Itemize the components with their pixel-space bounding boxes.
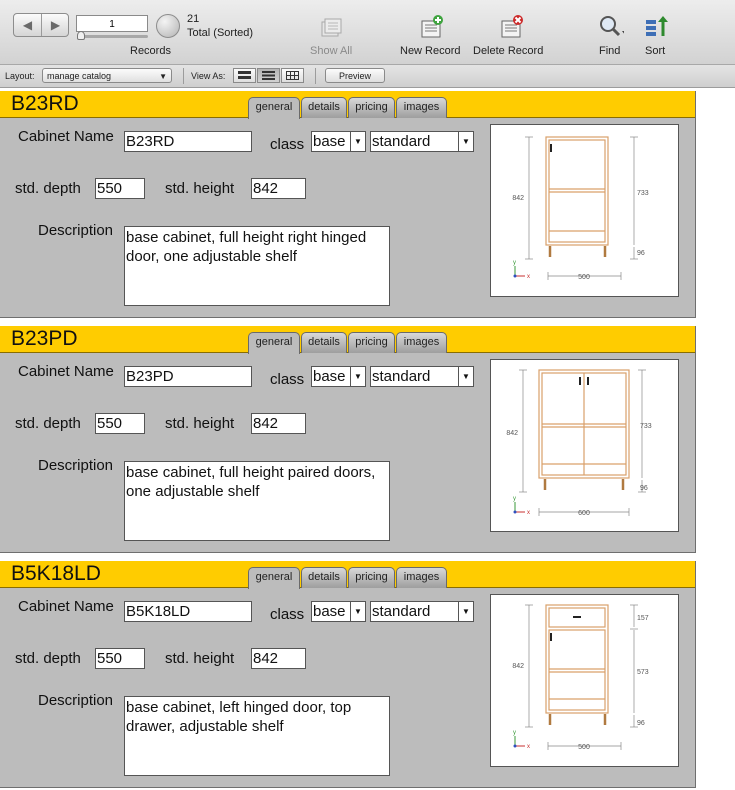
axis-icon xyxy=(513,496,530,516)
description-label: Description xyxy=(38,457,114,474)
view-as-list-button[interactable] xyxy=(257,68,280,83)
type-value: standard xyxy=(372,133,431,150)
body-dimension: 733 xyxy=(640,423,652,430)
cabinet-elevation-drawing xyxy=(491,360,678,531)
svg-text:x: x xyxy=(527,744,530,750)
record-code: B23PD xyxy=(11,327,78,350)
chevron-down-icon: ▼ xyxy=(458,602,473,621)
chevron-down-icon: ▼ xyxy=(350,132,365,151)
tab-details[interactable]: details xyxy=(301,97,347,118)
leg-dimension: 96 xyxy=(640,485,648,492)
class-value: base xyxy=(313,133,346,150)
class-dropdown[interactable] xyxy=(311,601,366,622)
axis-icon xyxy=(513,730,530,750)
cabinet-drawing xyxy=(490,124,679,297)
svg-text:y: y xyxy=(513,730,516,736)
previous-record-button[interactable]: ◀ xyxy=(14,14,42,36)
chevron-down-icon: ▼ xyxy=(350,602,365,621)
height-dimension: 842 xyxy=(512,663,524,670)
record-header xyxy=(0,326,695,353)
std-height-label: std. height xyxy=(165,650,235,667)
record-slider-knob[interactable] xyxy=(77,31,85,40)
delete-record-label: Delete Record xyxy=(473,45,544,57)
record-header xyxy=(0,561,695,588)
tab-images[interactable]: images xyxy=(396,332,447,353)
std-height-field[interactable]: 842 xyxy=(251,648,306,669)
total-sorted-label: Total (Sorted) xyxy=(187,27,254,39)
tab-details[interactable]: details xyxy=(301,567,347,588)
svg-text:y: y xyxy=(513,496,516,502)
record-code: B5K18LD xyxy=(11,562,101,585)
std-height-field[interactable]: 842 xyxy=(251,178,306,199)
top-dimension: 157 xyxy=(637,615,649,622)
tab-pricing[interactable]: pricing xyxy=(348,567,395,588)
std-depth-label: std. depth xyxy=(15,180,81,197)
status-toolbar xyxy=(0,0,735,65)
layout-label: Layout: xyxy=(5,71,35,81)
body-dimension: 733 xyxy=(637,190,649,197)
sort-icon xyxy=(644,14,670,40)
delete-record-icon xyxy=(499,14,525,40)
tab-general[interactable]: general xyxy=(248,567,300,589)
cabinet-elevation-drawing xyxy=(491,125,678,296)
chevron-down-icon: ▼ xyxy=(458,367,473,386)
layout-select[interactable] xyxy=(42,68,172,83)
divider xyxy=(183,68,184,84)
std-height-field[interactable]: 842 xyxy=(251,413,306,434)
records-label: Records xyxy=(130,45,171,57)
tab-pricing[interactable]: pricing xyxy=(348,332,395,353)
svg-text:x: x xyxy=(527,510,530,516)
body-dimension: 573 xyxy=(637,669,649,676)
view-as-label: View As: xyxy=(191,71,226,81)
cabinet-drawing xyxy=(490,359,679,532)
cabinet-elevation-drawing xyxy=(491,595,678,766)
class-dropdown[interactable] xyxy=(311,131,366,152)
record-header xyxy=(0,91,695,118)
show-all-label: Show All xyxy=(310,45,353,57)
record-card xyxy=(0,561,696,788)
tab-images[interactable]: images xyxy=(396,567,447,588)
std-depth-field[interactable]: 550 xyxy=(95,648,145,669)
list-view-icon xyxy=(262,71,275,80)
magnifier-icon xyxy=(598,14,624,40)
find-label: Find xyxy=(599,45,621,57)
class-value: base xyxy=(313,368,346,385)
cabinet-drawing xyxy=(490,594,679,767)
cabinet-name-field[interactable]: B23PD xyxy=(124,366,252,387)
next-record-button[interactable]: ▶ xyxy=(50,18,61,32)
description-field[interactable]: base cabinet, left hinged door, top drawer, adjustable shelf xyxy=(124,696,390,776)
class-label: class xyxy=(270,136,305,153)
record-count: 21 xyxy=(187,13,200,25)
cabinet-name-label: Cabinet Name xyxy=(18,598,114,615)
axis-icon xyxy=(513,260,530,280)
class-dropdown[interactable] xyxy=(311,366,366,387)
leg-dimension: 96 xyxy=(637,250,645,257)
svg-text:y: y xyxy=(513,260,516,266)
tab-general[interactable]: general xyxy=(248,332,300,354)
preview-button[interactable]: Preview xyxy=(325,68,385,83)
tab-images[interactable]: images xyxy=(396,97,447,118)
tab-general[interactable]: general xyxy=(248,97,300,119)
layout-bar xyxy=(0,65,735,88)
description-label: Description xyxy=(38,692,114,709)
record-code: B23RD xyxy=(11,92,79,115)
class-label: class xyxy=(270,371,305,388)
width-dimension: 600 xyxy=(578,510,590,517)
chevron-down-icon: ▼ xyxy=(159,72,167,81)
std-depth-field[interactable]: 550 xyxy=(95,413,145,434)
record-number-field[interactable]: 1 xyxy=(76,15,148,32)
form-view-icon xyxy=(238,71,251,80)
cabinet-name-label: Cabinet Name xyxy=(18,128,114,145)
record-card xyxy=(0,91,696,318)
class-value: base xyxy=(313,603,346,620)
record-navigation xyxy=(13,13,69,37)
width-dimension: 500 xyxy=(578,274,590,281)
type-dropdown[interactable] xyxy=(370,366,474,387)
std-height-label: std. height xyxy=(165,180,235,197)
cabinet-name-field[interactable]: B23RD xyxy=(124,131,252,152)
type-dropdown[interactable] xyxy=(370,601,474,622)
table-view-icon xyxy=(286,71,299,80)
layout-select-value: manage catalog xyxy=(47,71,112,81)
cabinet-name-label: Cabinet Name xyxy=(18,363,114,380)
width-dimension: 500 xyxy=(578,744,590,751)
view-as-table-button[interactable] xyxy=(281,68,304,83)
leg-dimension: 96 xyxy=(637,720,645,727)
show-all-icon xyxy=(319,14,345,40)
svg-text:x: x xyxy=(527,274,530,280)
std-depth-label: std. depth xyxy=(15,650,81,667)
new-record-label: New Record xyxy=(400,45,461,57)
type-dropdown[interactable] xyxy=(370,131,474,152)
std-depth-label: std. depth xyxy=(15,415,81,432)
description-label: Description xyxy=(38,222,114,239)
class-label: class xyxy=(270,606,305,623)
cabinet-name-field[interactable]: B5K18LD xyxy=(124,601,252,622)
chevron-down-icon: ▼ xyxy=(458,132,473,151)
tab-pricing[interactable]: pricing xyxy=(348,97,395,118)
record-card xyxy=(0,326,696,553)
description-field[interactable]: base cabinet, full height right hinged door, one adjustable shelf xyxy=(124,226,390,306)
view-as-form-button[interactable] xyxy=(233,68,256,83)
height-dimension: 842 xyxy=(512,195,524,202)
std-height-label: std. height xyxy=(165,415,235,432)
tab-details[interactable]: details xyxy=(301,332,347,353)
record-slider-track[interactable] xyxy=(78,35,148,38)
divider xyxy=(315,68,316,84)
type-value: standard xyxy=(372,368,431,385)
type-value: standard xyxy=(372,603,431,620)
description-field[interactable]: base cabinet, full height paired doors, one adjustable shelf xyxy=(124,461,390,541)
found-set-pie-icon[interactable] xyxy=(156,14,180,38)
sort-label: Sort xyxy=(645,45,666,57)
height-dimension: 842 xyxy=(506,430,518,437)
chevron-down-icon: ▼ xyxy=(350,367,365,386)
std-depth-field[interactable]: 550 xyxy=(95,178,145,199)
new-record-icon xyxy=(419,14,445,40)
